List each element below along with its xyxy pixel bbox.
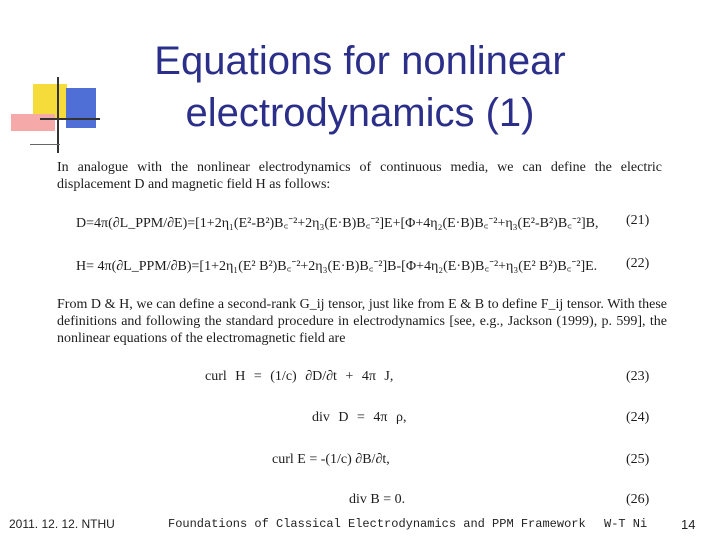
body-paragraph: From D & H, we can define a second-rank G_ij tensor, just like from E & B to define F_ij tensor. With these definitions and following the standard procedure in electrodynamics [see, e.g., Jackson (1999), p. 599], the nonlinear equations of the electromagnetic field are — [57, 297, 667, 346]
equation-21-number: (21) — [626, 213, 650, 228]
intro-paragraph: In analogue with the nonlinear electrodynamics of continuous media, we can define the electric displacement D and magnetic field H as follows: — [57, 160, 662, 192]
equation-26: div B = 0. — [349, 492, 406, 507]
decor-blue-square — [66, 88, 96, 128]
equation-23-number: (23) — [626, 369, 650, 384]
decor-short-line — [30, 144, 60, 145]
equation-24: div D = 4π ρ, — [312, 410, 407, 425]
equation-25-number: (25) — [626, 452, 650, 467]
equation-22: H= 4π(∂L_PPM/∂B)=[1+2η₁(E² B²)B꜀⁻²+2η₃(E·B)B꜀⁻²]B-[Φ+4η₂(E·B)B꜀⁻²+η₃(E² B²)B꜀⁻²]E. — [76, 259, 598, 274]
equation-23: curl H = (1/c) ∂D/∂t + 4π J, — [205, 369, 394, 384]
slide-title-line1: Equations for nonlinear — [154, 39, 566, 83]
decor-red-bar — [11, 114, 55, 131]
page-number: 14 — [681, 517, 696, 532]
equation-25: curl E = -(1/c) ∂B/∂t, — [272, 452, 390, 467]
decor-vertical-line — [57, 77, 59, 153]
decor-yellow-square — [33, 84, 67, 118]
equation-21: D=4π(∂L_PPM/∂E)=[1+2η₁(E²-B²)B꜀⁻²+2η₃(E·B)B꜀⁻²]E+[Φ+4η₂(E·B)B꜀⁻²+η₃(E²-B²)B꜀⁻²]B, — [76, 216, 599, 231]
equation-26-number: (26) — [626, 492, 650, 507]
footer-title: Foundations of Classical Electrodynamics and PPM Framework — [168, 517, 586, 531]
footer-date: 2011. 12. 12. NTHU — [9, 517, 115, 531]
slide-title-line2: electrodynamics (1) — [185, 91, 535, 135]
footer-author: W-T Ni — [604, 517, 648, 531]
equation-24-number: (24) — [626, 410, 650, 425]
equation-22-number: (22) — [626, 256, 650, 271]
decor-horizontal-line — [40, 118, 100, 120]
